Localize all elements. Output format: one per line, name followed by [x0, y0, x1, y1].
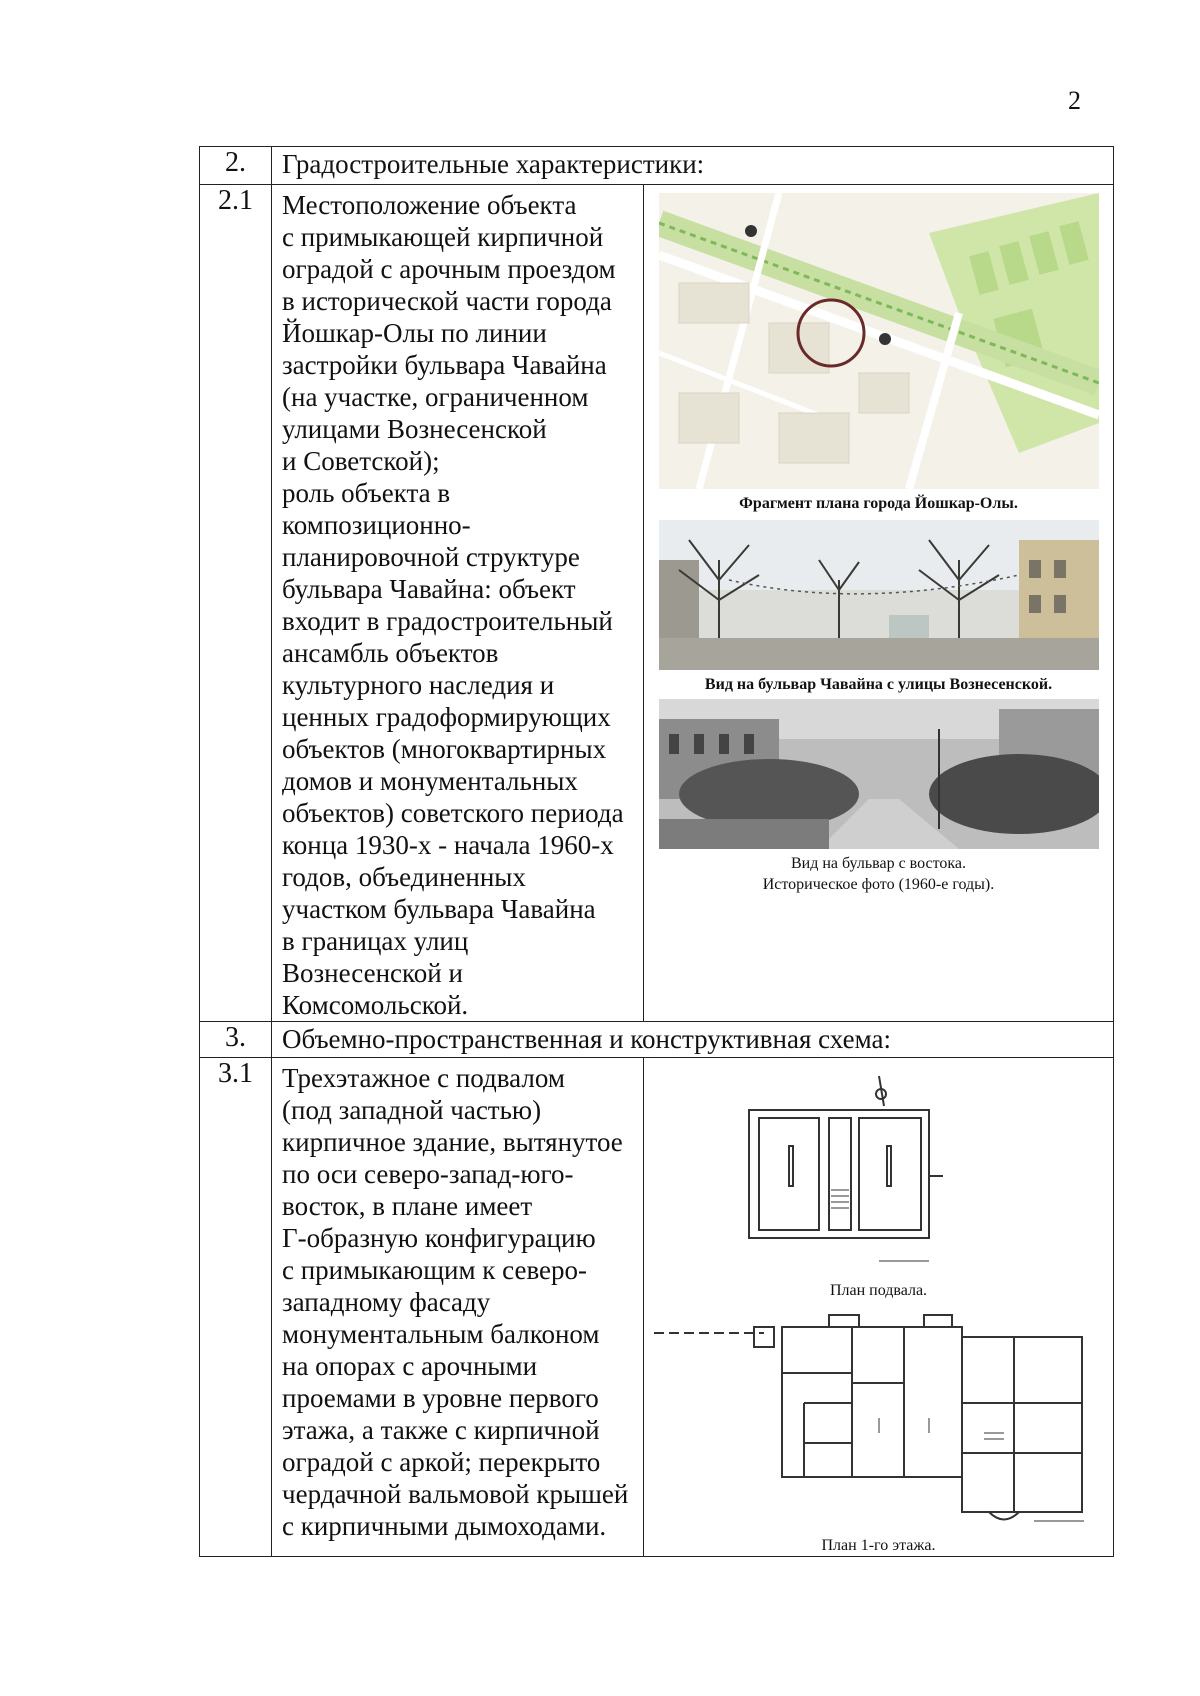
description-line: улицами Вознесенской — [282, 414, 547, 444]
photo2-caption-line2: Историческое фото (1960-е годы). — [762, 876, 995, 893]
first-floor-plan-drawing — [654, 1313, 1104, 1531]
description-line: объектов (многоквартирных — [282, 734, 607, 764]
photo1-caption: Вид на бульвар Чавайна с улицы Вознесенской. — [704, 676, 1053, 693]
description-line: в границах улиц — [282, 926, 469, 956]
description-line: композиционно- — [282, 510, 471, 540]
description-line: этажа, а также с кирпичной — [282, 1415, 600, 1445]
figures-cell — [644, 1058, 1114, 1557]
description-line: чердачной вальмовой крышей — [282, 1479, 629, 1509]
description-line: восток, в плане имеет — [282, 1191, 533, 1221]
section-number: 2. — [200, 147, 272, 185]
description-line: (на участке, ограниченном — [282, 382, 589, 412]
section-header-row — [200, 147, 1114, 185]
map-caption: Фрагмент плана города Йошкар-Олы. — [739, 495, 1018, 512]
description-line: монументальным балконом — [282, 1319, 600, 1349]
description-line: западному фасаду — [282, 1287, 491, 1317]
description-line: на опорах с арочными — [282, 1351, 538, 1381]
first-floor-plan-caption: План 1-го этажа. — [821, 1537, 936, 1554]
description-line: роль объекта в — [282, 478, 451, 508]
characteristics-table — [199, 146, 1114, 1557]
description-line: Комсомольской. — [282, 990, 469, 1020]
item-row — [200, 185, 1114, 1022]
basement-plan-drawing — [729, 1066, 1029, 1276]
boulevard-photo — [659, 520, 1099, 670]
description-line: культурного наследия и — [282, 670, 555, 700]
section-title: Градостроительные характеристики: — [272, 147, 1114, 185]
description-line: бульвара Чавайна: объект — [282, 574, 576, 604]
description-line: (под западной частью) — [282, 1095, 542, 1125]
item-row — [200, 1058, 1114, 1557]
description-line: проемами в уровне первого — [282, 1383, 599, 1413]
description-line: оградой с аркой; перекрыто — [282, 1447, 601, 1477]
description-lines — [282, 1062, 643, 1542]
description-line: кирпичное здание, вытянутое — [282, 1127, 623, 1157]
description-line: Йошкар-Олы по линии — [282, 318, 547, 348]
photo2-caption-line1: Вид на бульвар с востока. — [790, 855, 967, 872]
description-line: ценных градоформирующих — [282, 702, 611, 732]
description-line: Трехэтажное с подвалом — [282, 1063, 565, 1093]
description-line: с кирпичными дымоходами. — [282, 1511, 607, 1541]
description-line: и Советской); — [282, 446, 440, 476]
historical-photo — [659, 699, 1099, 849]
description-line: по оси северо-запад-юго- — [282, 1159, 574, 1189]
city-map-image — [659, 193, 1099, 489]
description-line: входит в градостроительный — [282, 606, 613, 636]
page-number: 2 — [1068, 86, 1081, 115]
description-line: Г-образную конфигурацию — [282, 1223, 596, 1253]
description-line: Местоположение объекта — [282, 190, 577, 220]
description-line: застройки бульвара Чавайна — [282, 350, 607, 380]
description-line: конца 1930-х - начала 1960-х — [282, 830, 614, 860]
description-line: Вознесенской и — [282, 958, 463, 988]
description-line: с примыкающим к северо- — [282, 1255, 588, 1285]
section-number: 3. — [200, 1022, 272, 1058]
item-number: 2.1 — [200, 185, 272, 1022]
basement-plan-caption: План подвала. — [829, 1282, 928, 1299]
item-description — [272, 185, 644, 1022]
figures-cell — [644, 185, 1114, 1022]
description-line: домов и монументальных — [282, 766, 578, 796]
description-line: планировочной структуре — [282, 542, 580, 572]
description-line: оградой с арочным проездом — [282, 254, 616, 284]
description-line: ансамбль объектов — [282, 638, 499, 668]
item-description — [272, 1058, 644, 1557]
item-number: 3.1 — [200, 1058, 272, 1557]
description-line: с примыкающей кирпичной — [282, 222, 604, 252]
description-line: объектов) советского периода — [282, 798, 624, 828]
description-line: в исторической части города — [282, 286, 612, 316]
section-header-row — [200, 1022, 1114, 1058]
section-title: Объемно-пространственная и конструктивная схема: — [272, 1022, 1114, 1058]
description-line: участком бульвара Чавайна — [282, 894, 596, 924]
description-line: годов, объединенных — [282, 862, 526, 892]
description-lines — [282, 189, 643, 1021]
